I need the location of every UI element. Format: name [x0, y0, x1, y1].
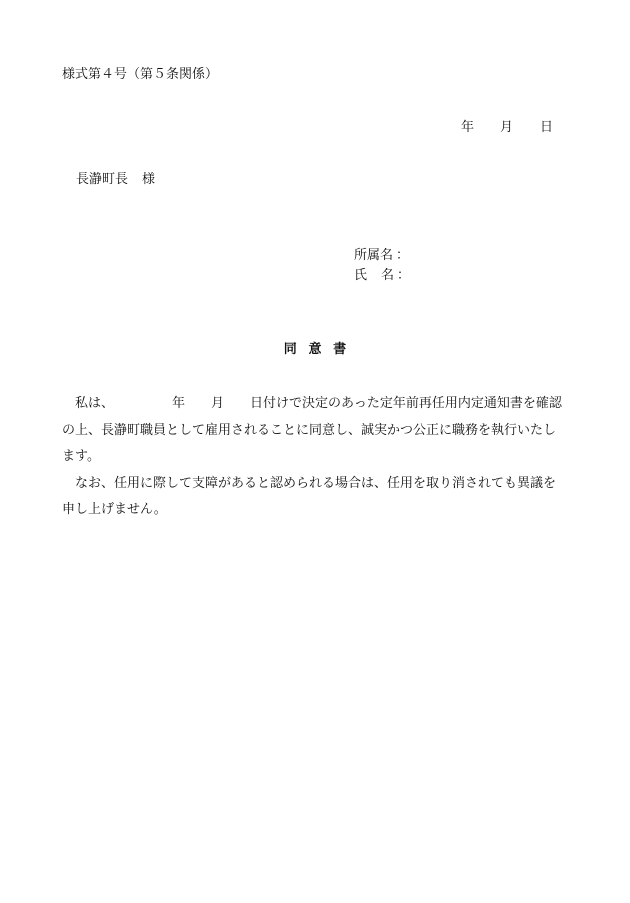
applicant-block — [354, 249, 410, 289]
date-year-label: 年 — [461, 120, 475, 135]
paragraph2-text: なお、任用に際して支障があると認められる場合は、任用を取り消されても異議を申し上げません。 — [62, 475, 557, 517]
name-colon: ： — [397, 268, 411, 283]
paragraph1-rest: 日付けで決定のあった定年前再任用内定通知書を確認の上、長瀞町職員として雇用されることに同意し、誠実かつ公正に職務を執行いたします。 — [62, 396, 562, 464]
recipient-line — [76, 173, 155, 186]
name-row — [354, 269, 410, 289]
date-day-label: 日 — [540, 120, 554, 135]
date-month-label: 月 — [500, 120, 514, 135]
name-label-part2: 名 — [381, 268, 395, 283]
document-title: 同意書 — [283, 342, 358, 357]
body-paragraph-1 — [62, 391, 567, 471]
paragraph1-year: 年 — [172, 396, 186, 411]
body-paragraph-2 — [62, 471, 567, 524]
recipient-name: 長瀞町長 — [76, 172, 129, 187]
paragraph1-month: 月 — [211, 396, 225, 411]
paragraph1-prefix: 私は、 — [75, 396, 115, 411]
document-body — [62, 391, 567, 524]
recipient-honorific: 様 — [142, 172, 156, 187]
affiliation-colon: ： — [396, 248, 410, 263]
name-label-part1: 氏 — [354, 268, 368, 283]
affiliation-label: 所属名 — [354, 248, 394, 263]
form-number: 様式第４号（第５条関係） — [62, 67, 219, 82]
affiliation-row — [354, 249, 410, 269]
